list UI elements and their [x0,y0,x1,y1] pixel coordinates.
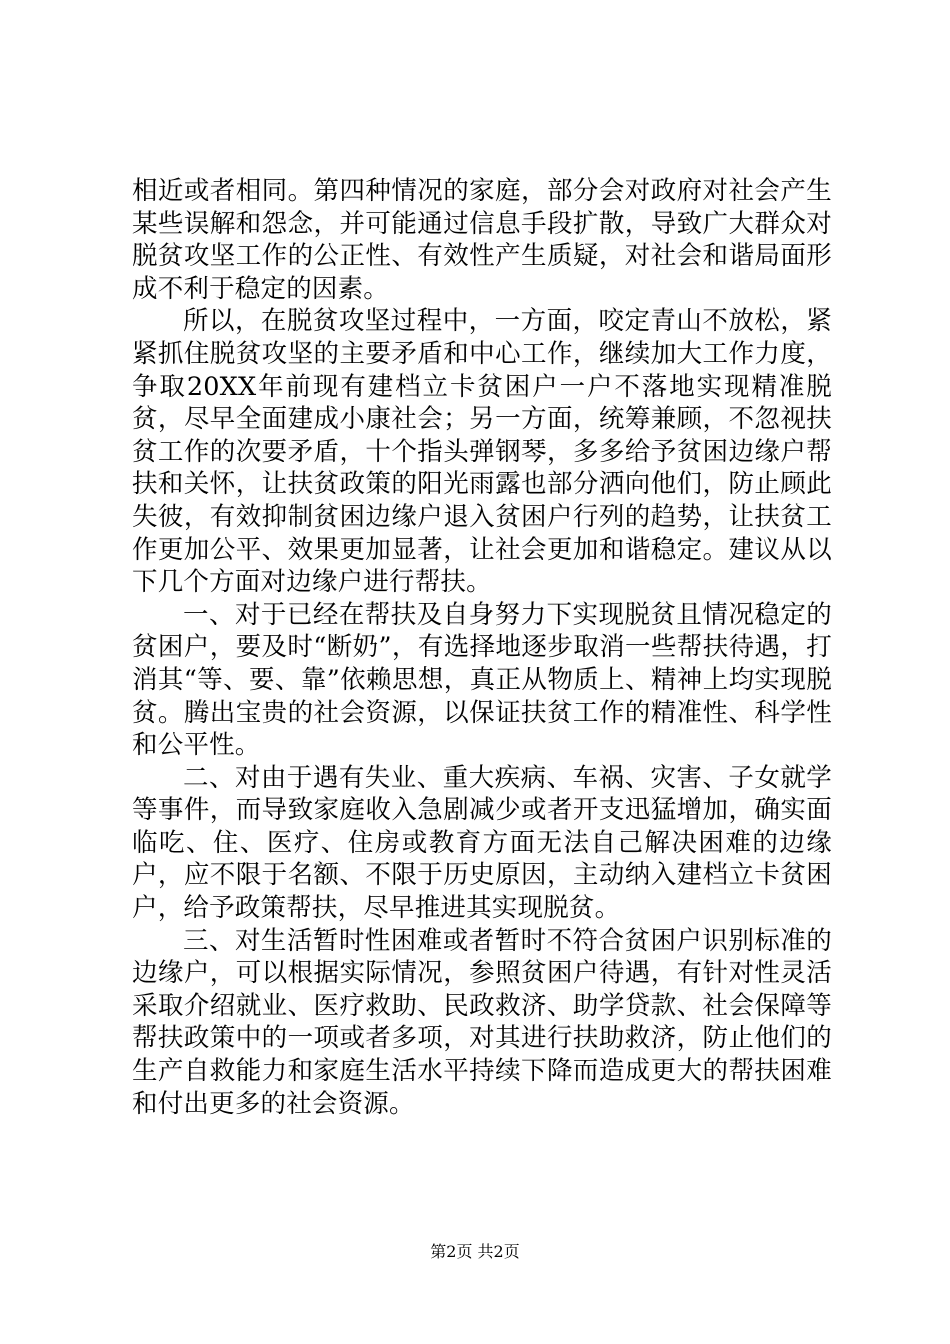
page-footer: 第2页 共2页 [430,1242,520,1261]
paragraph-suggestion-1: 一、对于已经在帮扶及自身努力下实现脱贫且情况稳定的贫困户，要及时“断奶”，有选择地逐步取消一些帮扶待遇，打消其“等、要、靠”依赖思想，真正从物质上、精神上均实现脱贫。腾出宝贵的社会资源，以保证扶贫工作的精准性、科学性和公平性。 [132,599,832,761]
paragraph-continuation: 相近或者相同。第四种情况的家庭，部分会对政府对社会产生某些误解和怨念，并可能通过信息手段扩散，导致广大群众对脱贫攻坚工作的公正性、有效性产生质疑，对社会和谐局面形成不利于稳定的因素。 [132,176,832,304]
paragraph-conclusion: 所以，在脱贫攻坚过程中，一方面，咬定青山不放松，紧紧抓住脱贫攻坚的主要矛盾和中心工作，继续加大工作力度，争取20XX年前现有建档立卡贫困户一户不落地实现精准脱贫，尽早全面建成小康社会；另一方面，统筹兼顾，不忽视扶贫工作的次要矛盾，十个指头弹钢琴，多多给予贫困边缘户帮扶和关怀，让扶贫政策的阳光雨露也部分洒向他们，防止顾此失彼，有效抑制贫困边缘户退入贫困户行列的趋势，让扶贫工作更加公平、效果更加显著，让社会更加和谐稳定。建议从以下几个方面对边缘户进行帮扶。 [132,306,832,598]
paragraph-suggestion-3: 三、对生活暂时性困难或者暂时不符合贫困户识别标准的边缘户，可以根据实际情况，参照贫困户待遇，有针对性灵活采取介绍就业、医疗救助、民政救济、助学贷款、社会保障等帮扶政策中的一项或者多项，对其进行扶助救济，防止他们的生产自救能力和家庭生活水平持续下降而造成更大的帮扶困难和付出更多的社会资源。 [132,925,832,1119]
paragraph-suggestion-2: 二、对由于遇有失业、重大疾病、车祸、灾害、子女就学等事件，而导致家庭收入急剧减少或者开支迅猛增加，确实面临吃、住、医疗、住房或教育方面无法自己解决困难的边缘户，应不限于名额、不限于历史原因，主动纳入建档立卡贫困户，给予政策帮扶，尽早推进其实现脱贫。 [132,762,832,924]
document-body [132,175,832,1120]
